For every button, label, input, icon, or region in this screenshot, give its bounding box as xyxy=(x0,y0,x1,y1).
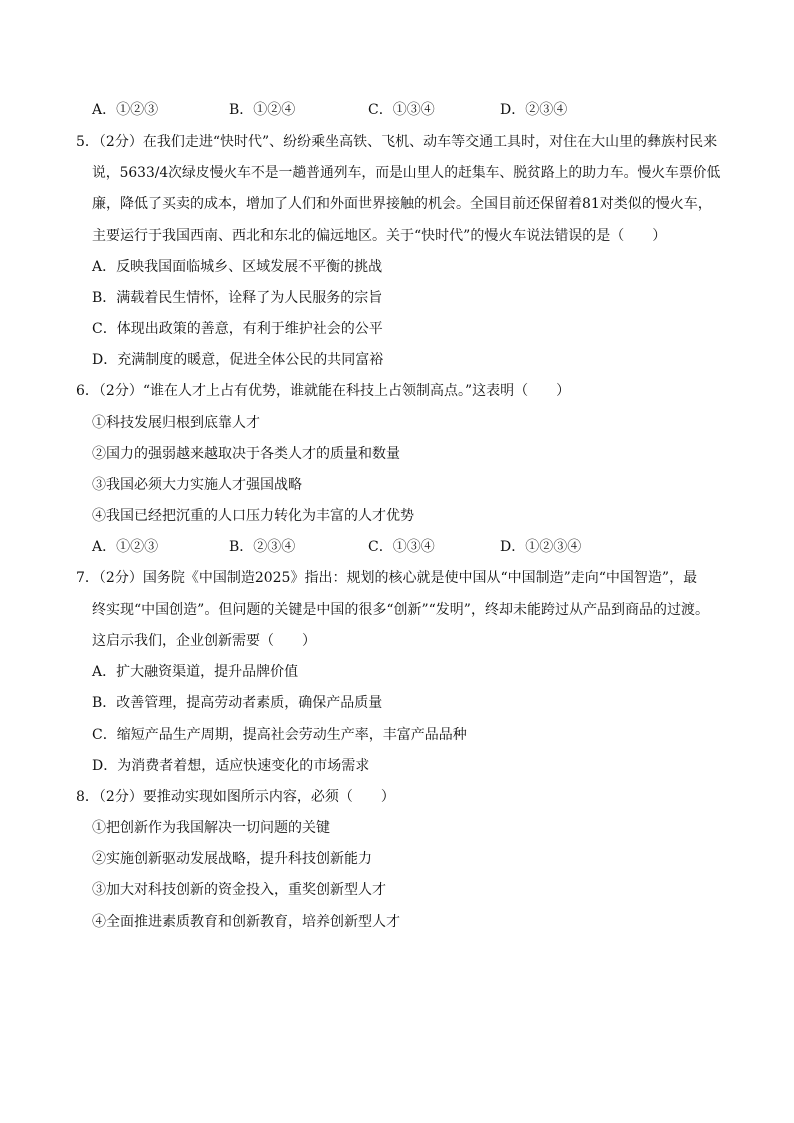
q6-stem: 6．（2分）“谁在人才上占有优势，谁就能在科技上占领制高点。”这表明（ ） xyxy=(76,383,571,399)
q4-option-d: D．②③④ xyxy=(500,102,568,118)
q7-stem-line-2: 终实现“中国创造”。但问题的关键是中国的很多“创新”“发明”，终却未能跨过从产品到商品的过渡。 xyxy=(92,602,709,618)
q4-option-b: B．①②④ xyxy=(229,102,296,118)
q5-option-b: B．满载着民生情怀，诠释了为人民服务的宗旨 xyxy=(92,290,383,306)
q6-options xyxy=(0,537,794,557)
q5-option-d: D．充满制度的暖意，促进全体公民的共同富裕 xyxy=(92,352,384,368)
q6-item-1: ①科技发展归根到底靠人才 xyxy=(92,415,260,431)
q7-option-b: B．改善管理，提高劳动者素质，确保产品质量 xyxy=(92,695,383,711)
q8-item-3: ③加大对科技创新的资金投入，重奖创新型人才 xyxy=(92,882,386,898)
q6-option-a: A．①②③ xyxy=(92,539,159,555)
q5-stem-line-1: 5．（2分）在我们走进“快时代”、纷纷乘坐高铁、飞机、动车等交通工具时，对住在大山里的彝族村民来 xyxy=(76,134,718,150)
q8-stem: 8．（2分）要推动实现如图所示内容，必须（ ） xyxy=(76,789,395,805)
q7-option-d: D．为消费者着想，适应快速变化的市场需求 xyxy=(92,758,370,774)
q8-item-2: ②实施创新驱动发展战略，提升科技创新能力 xyxy=(92,851,372,867)
q8-item-4: ④全面推进素质教育和创新教育，培养创新型人才 xyxy=(92,914,400,930)
q5-option-c: C．体现出政策的善意，有利于维护社会的公平 xyxy=(92,321,383,337)
q4-option-c: C．①③④ xyxy=(368,102,435,118)
q6-option-d: D．①②③④ xyxy=(500,539,582,555)
q5-stem-line-3: 廉，降低了买卖的成本，增加了人们和外面世界接触的机会。全国目前还保留着81对类似的慢火车， xyxy=(92,196,712,212)
q5-stem-line-4: 主要运行于我国西南、西北和东北的偏远地区。关于“快时代”的慢火车说法错误的是（ ） xyxy=(92,228,667,244)
q7-stem-line-1: 7．（2分）国务院《中国制造2025》指出：规划的核心就是使中国从“中国制造”走向“中国智造”，最 xyxy=(76,570,698,586)
q4-option-a: A．①②③ xyxy=(92,102,159,118)
q5-stem-line-2: 说，5633/4次绿皮慢火车不是一趟普通列车，而是山里人的赶集车、脱贫路上的助力车。慢火车票价低 xyxy=(92,165,721,181)
q6-option-c: C．①③④ xyxy=(368,539,435,555)
q7-stem-line-3: 这启示我们，企业创新需要（ ） xyxy=(92,633,316,649)
q4-options xyxy=(0,100,794,120)
q7-option-c: C．缩短产品生产周期，提高社会劳动生产率，丰富产品品种 xyxy=(92,727,467,743)
q7-option-a: A．扩大融资渠道，提升品牌价值 xyxy=(92,664,299,680)
q6-item-4: ④我国已经把沉重的人口压力转化为丰富的人才优势 xyxy=(92,508,414,524)
q6-item-2: ②国力的强弱越来越取决于各类人才的质量和数量 xyxy=(92,446,400,462)
q6-item-3: ③我国必须大力实施人才强国战略 xyxy=(92,477,302,493)
q5-option-a: A．反映我国面临城乡、区域发展不平衡的挑战 xyxy=(92,259,383,275)
q6-option-b: B．②③④ xyxy=(229,539,296,555)
q8-item-1: ①把创新作为我国解决一切问题的关键 xyxy=(92,820,330,836)
